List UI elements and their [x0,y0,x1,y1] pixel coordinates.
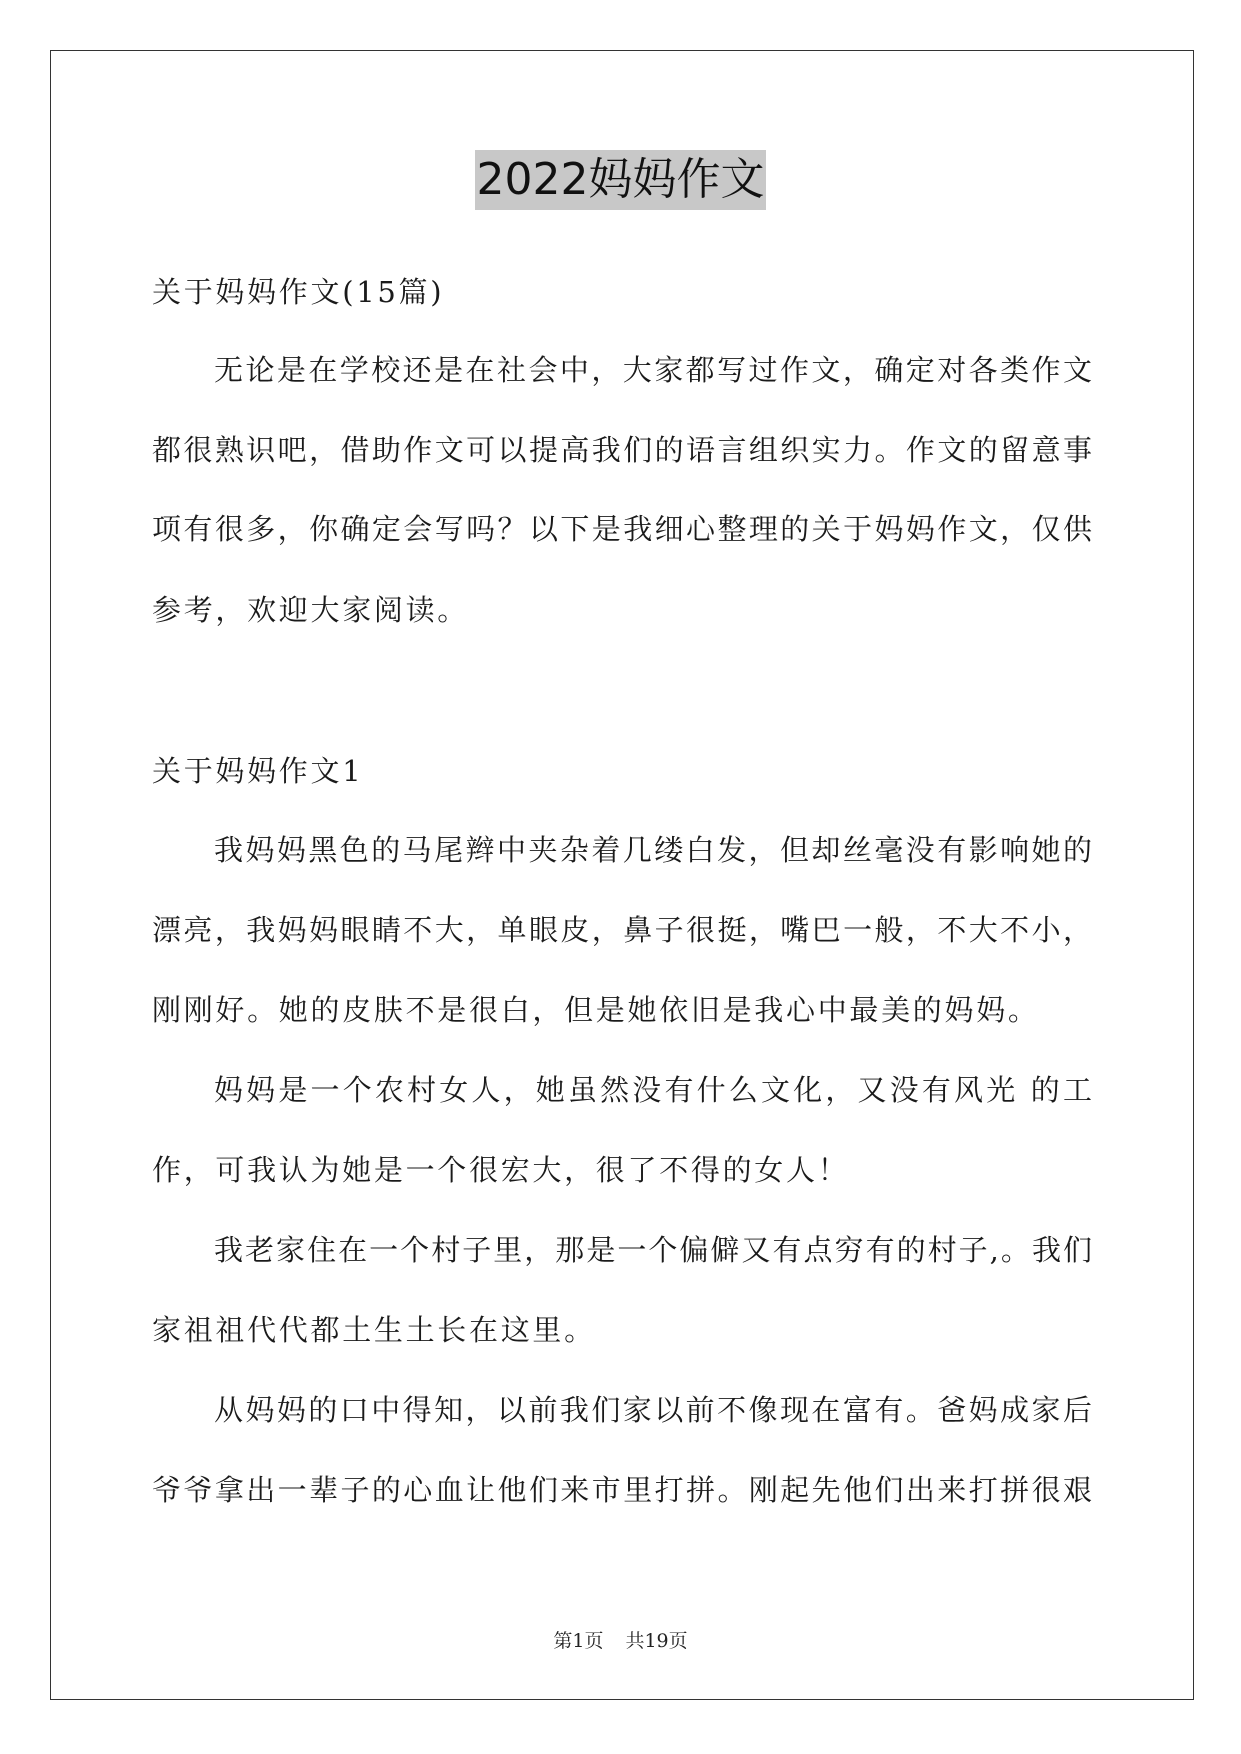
body-line-9: 爷爷拿出一辈子的心血让他们来市里打拼。刚起先他们出来打拼很艰 [152,1473,1092,1507]
title-container [0,150,1241,210]
document-title: 2022妈妈作文 [475,150,767,210]
body-line-6: 我老家住在一个村子里，那是一个偏僻又有点穷有的村子,。我们 [214,1233,1092,1267]
intro-line-4: 参考，欢迎大家阅读。 [152,593,470,627]
body-line-7: 家祖祖代代都土生土长在这里。 [152,1313,596,1347]
section-heading: 关于妈妈作文1 [152,754,364,788]
page-total: 共19页 [625,1630,688,1652]
body-line-2: 漂亮，我妈妈眼睛不大，单眼皮，鼻子很挺，嘴巴一般，不大不小， [152,913,1092,947]
body-line-3: 刚刚好。她的皮肤不是很白，但是她依旧是我心中最美的妈妈。 [152,993,1040,1027]
document-subtitle: 关于妈妈作文(15篇) [152,275,445,309]
intro-line-2: 都很熟识吧，借助作文可以提高我们的语言组织实力。作文的留意事 [152,433,1092,467]
body-line-8: 从妈妈的口中得知，以前我们家以前不像现在富有。爸妈成家后 [214,1393,1092,1427]
body-line-5: 作，可我认为她是一个很宏大，很了不得的女人！ [152,1153,850,1187]
intro-line-1: 无论是在学校还是在社会中，大家都写过作文，确定对各类作文 [214,353,1092,387]
page-footer [0,1629,1241,1653]
page-number: 第1页 [553,1630,604,1652]
body-line-4: 妈妈是一个农村女人，她虽然没有什么文化，又没有风光 的工 [214,1073,1092,1107]
intro-line-3: 项有很多，你确定会写吗？以下是我细心整理的关于妈妈作文，仅供 [152,512,1092,546]
body-line-1: 我妈妈黑色的马尾辫中夹杂着几缕白发，但却丝毫没有影响她的 [214,833,1092,867]
